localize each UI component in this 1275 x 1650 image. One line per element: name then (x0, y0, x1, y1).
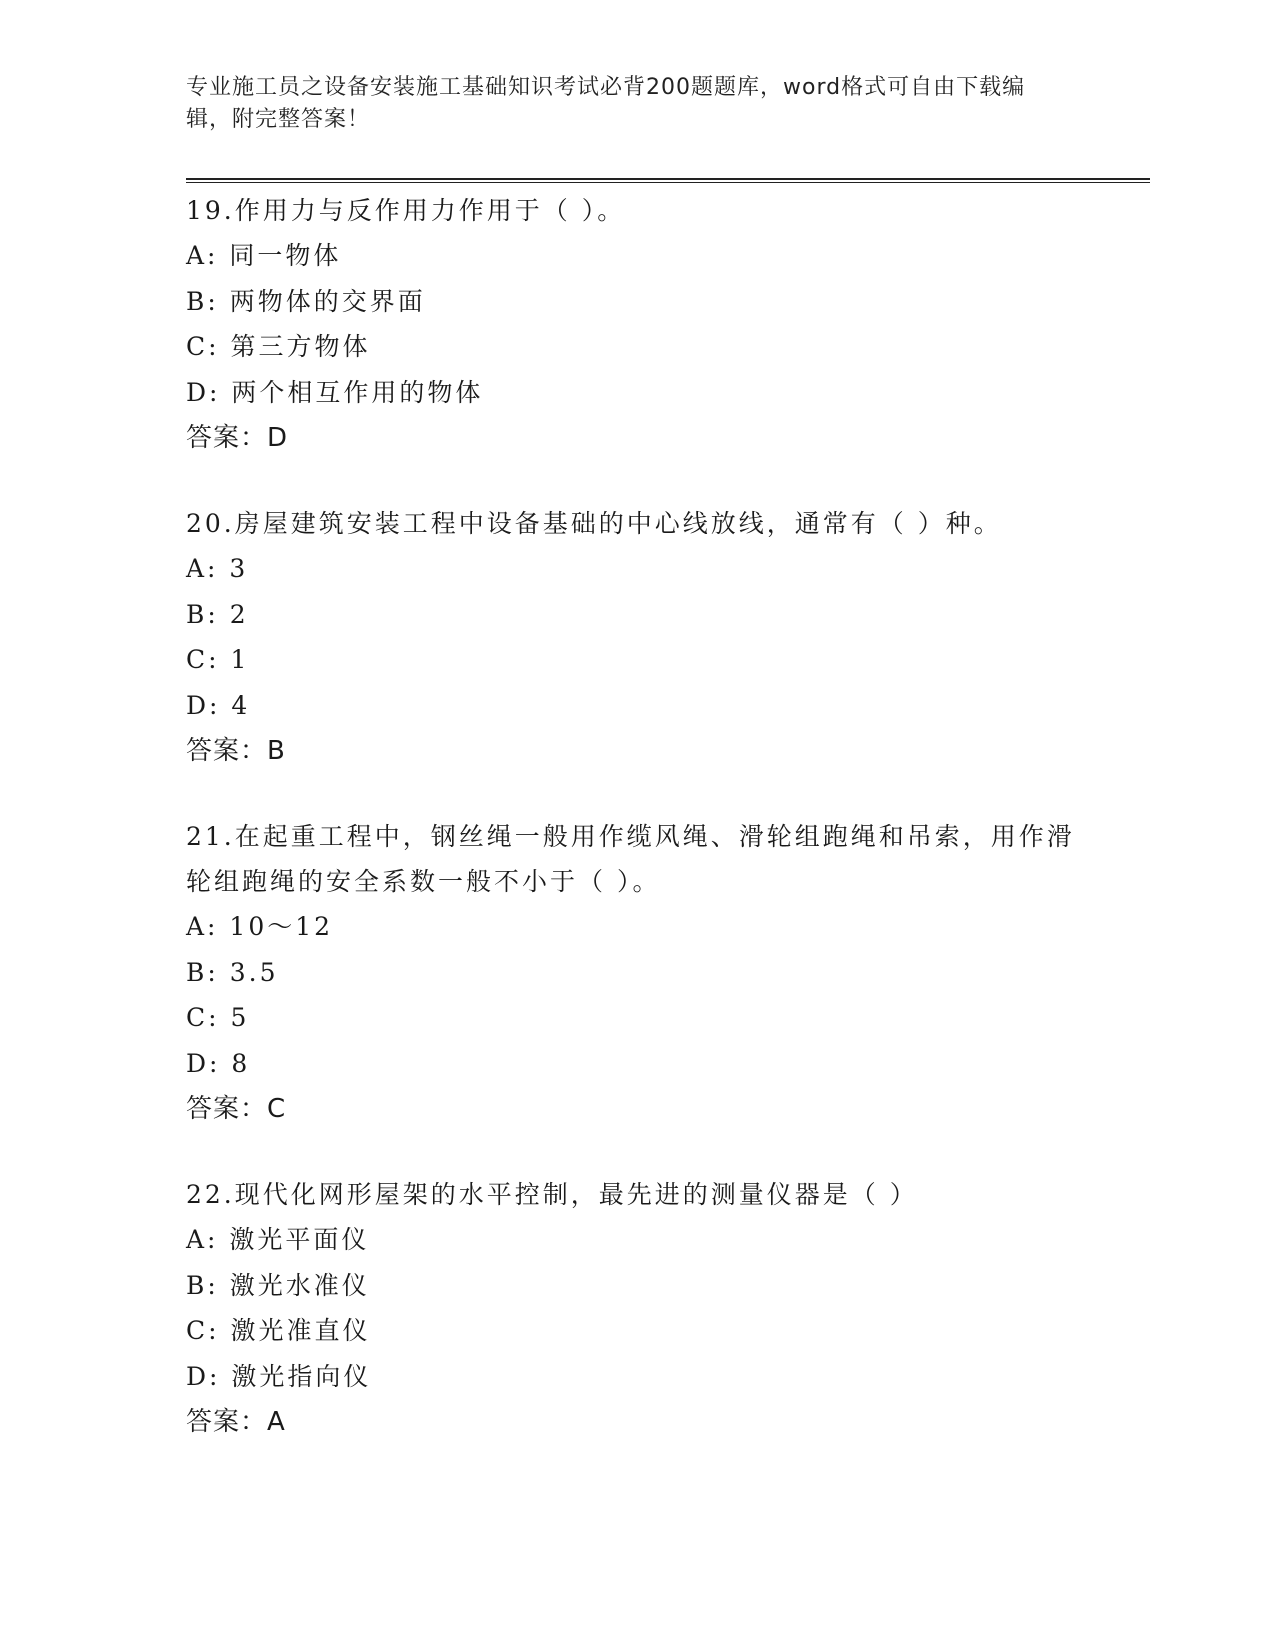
option-a: A: 3 (186, 554, 249, 583)
option-d: D: 激光指向仪 (186, 1361, 372, 1391)
answer-line (186, 728, 1086, 774)
option-a: A: 激光平面仪 (186, 1225, 370, 1254)
option-d: D: 8 (186, 1048, 251, 1078)
question-stem: 22.现代化网形屋架的水平控制，最先进的测量仪器是（ ） (186, 1180, 918, 1209)
question-stem: 19.作用力与反作用力作用于（ ）。 (186, 196, 626, 225)
answer-value: A (267, 1407, 286, 1437)
question-19 (186, 188, 1086, 461)
answer-line (186, 415, 1086, 461)
question-stem: 21.在起重工程中，钢丝绳一般用作缆风绳、滑轮组跑绳和吊索，用作滑轮组跑绳的安全系数一般不小于（ ）。 (186, 822, 1075, 896)
option-c: C: 5 (186, 1003, 250, 1032)
option-c: C: 1 (186, 645, 250, 674)
header-divider (186, 178, 1150, 183)
answer-label: 答案： (186, 423, 268, 453)
answer-value: D (267, 423, 289, 453)
document-header: 专业施工员之设备安装施工基础知识考试必背200题题库，word格式可自由下载编辑，附完整答案！ (186, 75, 1026, 132)
option-c: C: 激光准直仪 (186, 1316, 371, 1345)
question-stem: 20.房屋建筑安装工程中设备基础的中心线放线，通常有（ ）种。 (186, 509, 1002, 538)
question-list (186, 188, 1086, 1485)
option-a: A: 同一物体 (186, 241, 342, 270)
answer-line (186, 1086, 1086, 1132)
option-b: B: 激光水准仪 (186, 1270, 370, 1300)
question-21 (186, 814, 1086, 1132)
option-b: B: 2 (186, 599, 249, 629)
answer-line (186, 1399, 1086, 1445)
answer-label: 答案： (186, 736, 268, 766)
question-20 (186, 501, 1086, 774)
answer-label: 答案： (186, 1407, 268, 1437)
question-22 (186, 1172, 1086, 1445)
option-b: B: 3.5 (186, 957, 279, 987)
option-a: A: 10～12 (186, 912, 334, 941)
option-d: D: 4 (186, 690, 251, 720)
option-c: C: 第三方物体 (186, 332, 371, 361)
option-d: D: 两个相互作用的物体 (186, 377, 484, 407)
answer-label: 答案： (186, 1094, 268, 1124)
option-b: B: 两物体的交界面 (186, 286, 426, 316)
answer-value: C (267, 1094, 287, 1124)
answer-value: B (267, 736, 286, 766)
